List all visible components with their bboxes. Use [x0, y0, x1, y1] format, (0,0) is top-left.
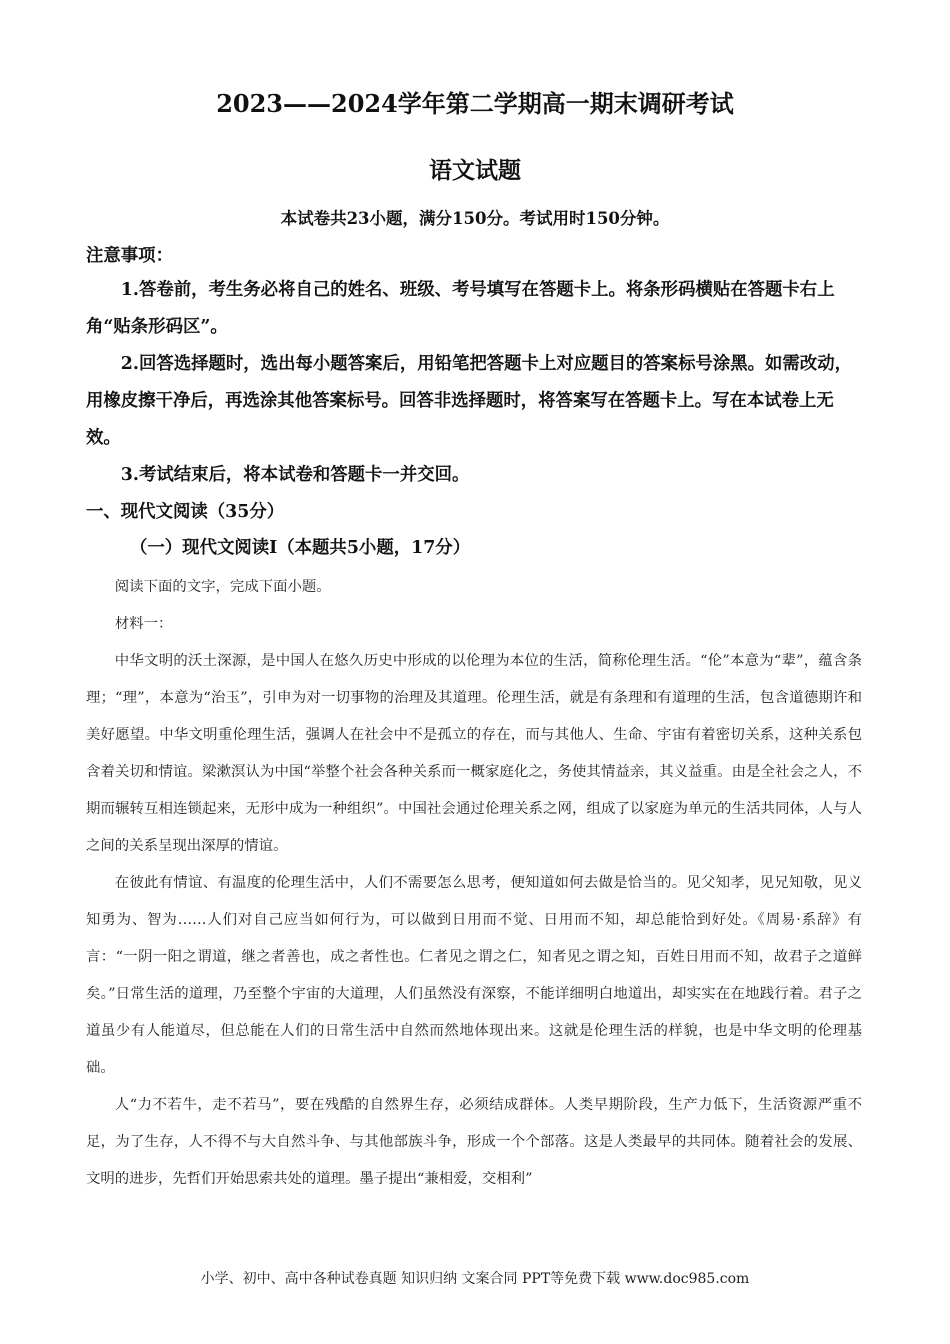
section-heading: 一、现代文阅读（35分）: [86, 502, 285, 522]
exam-title: 2023——2024学年第二学期高一期末调研考试: [216, 89, 734, 118]
notice-heading: 注意事项：: [86, 246, 173, 266]
passage-paragraph-2: 在彼此有情谊、有温度的伦理生活中，人们不需要怎么思考，便知道如何去做是恰当的。见父知孝，见兄知敬，见义知勇为、智为……人们对自己应当如何行为，可以做到日用而不觉、日用而不知，却总能恰到好处。《周易·系辞》有言：“一阴一阳之谓道，继之者善也，成之者性也。仁者见之谓之仁，知者见之谓之知，百姓日用而不知，故君子之道鲜矣。”日常生活的道理，乃至整个宇宙的大道理，人们虽然没有深察，不能详细明白地道出，却实实在在地践行着。君子之道虽少有人能道尽，但总能在人们的日常生活中自然而然地体现出来。这就是伦理生活的样貌，也是中华文明的伦理基础。: [86, 875, 862, 1076]
notice-list: [86, 272, 862, 494]
subsection-heading: （一）现代文阅读Ⅰ（本题共5小题，17分）: [130, 538, 471, 558]
passage-paragraph-1: 中华文明的沃土深源，是中国人在悠久历史中形成的以伦理为本位的生活，简称伦理生活。“伦”本意为“辈”，蕴含条理；“理”，本意为“治玉”，引申为对一切事物的治理及其道理。伦理生活，就是有条理和有道理的生活，包含道德期许和美好愿望。中华文明重伦理生活，强调人在社会中不是孤立的存在，而与其他人、生命、宇宙有着密切关系，这种关系包含着关切和情谊。梁漱溟认为中国“举整个社会各种关系而一概家庭化之，务使其情益亲，其义益重。由是全社会之人，不期而辗转互相连锁起来，无形中成为一种组织”。中国社会通过伦理关系之网，组成了以家庭为单元的生活共同体，人与人之间的关系呈现出深厚的情谊。: [86, 653, 862, 854]
notice-item-1: 1.答卷前，考生务必将自己的姓名、班级、考号填写在答题卡上。将条形码横贴在答题卡右上角“贴条形码区”。: [86, 280, 835, 337]
reading-passage: [86, 569, 862, 1198]
subject-title: 语文试题: [429, 157, 521, 184]
material-label: 材料一：: [114, 616, 173, 632]
passage-paragraph-3: 人“力不若牛，走不若马”，要在残酷的自然界生存，必须结成群体。人类早期阶段，生产力低下，生活资源严重不足，为了生存，人不得不与大自然斗争、与其他部族斗争，形成一个个部落。这是人类最早的共同体。随着社会的发展、文明的进步，先哲们开始思索共处的道理。墨子提出“兼相爱，交相利”: [86, 1097, 862, 1187]
exam-info: 本试卷共23小题，满分150分。考试用时150分钟。: [280, 209, 670, 228]
reading-instruction: 阅读下面的文字，完成下面小题。: [114, 579, 331, 595]
notice-item-3: 3.考试结束后，将本试卷和答题卡一并交回。: [120, 465, 470, 485]
page-footer: 小学、初中、高中各种试卷真题 知识归纳 文案合同 PPT等免费下载 www.doc985.com: [200, 1271, 750, 1287]
notice-item-2: 2.回答选择题时，选出每小题答案后，用铅笔把答题卡上对应题目的答案标号涂黑。如需改动，用橡皮擦干净后，再选涂其他答案标号。回答非选择题时，将答案写在答题卡上。写在本试卷上无效。: [86, 354, 852, 448]
